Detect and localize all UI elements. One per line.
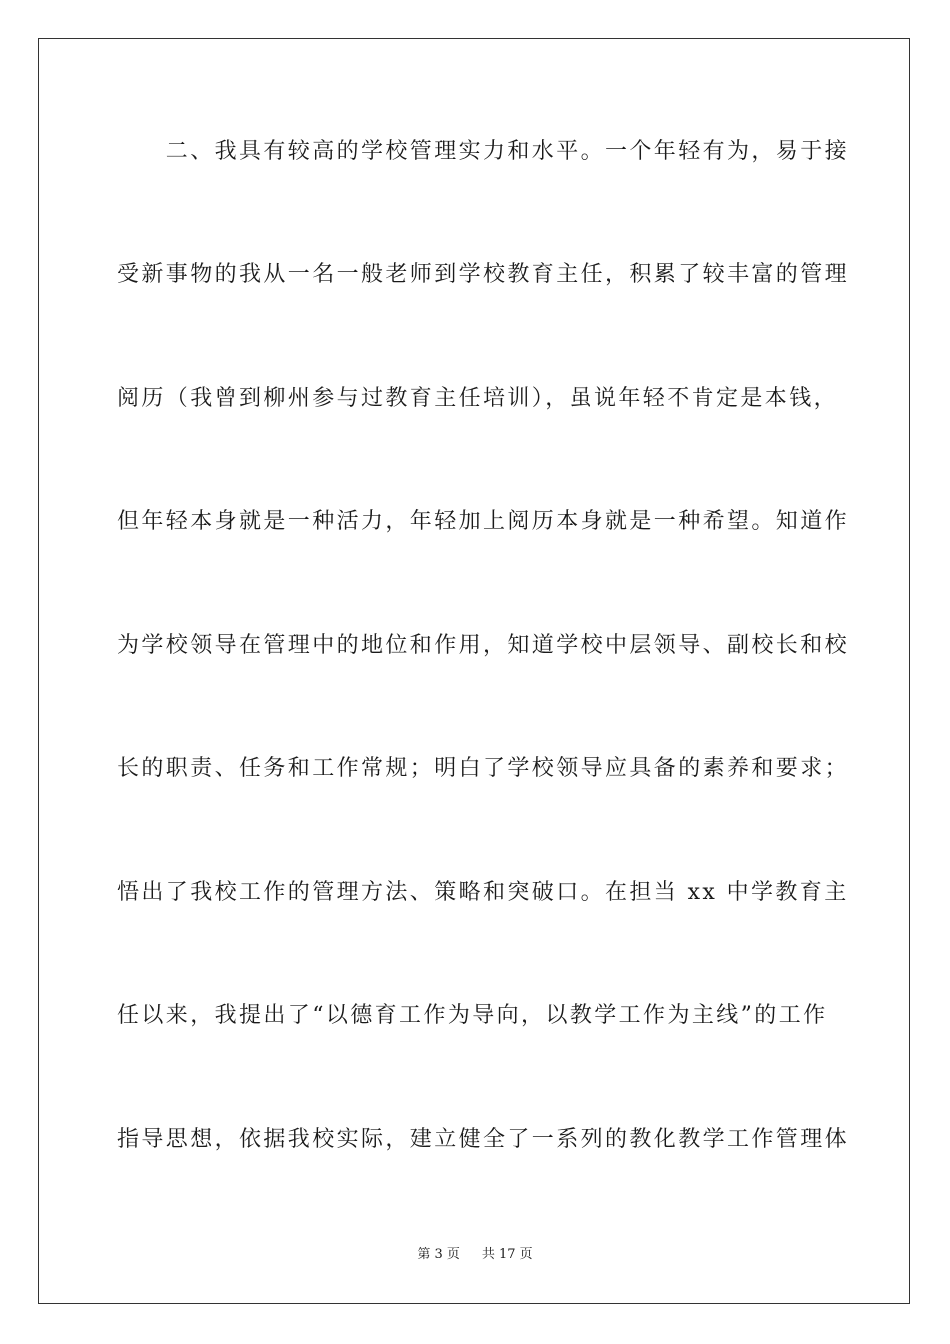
total-page-count: 共 17 页 xyxy=(481,1247,533,1262)
paragraph-line-6: 长的职责、任务和工作常规；明白了学校领导应具备的素养和要求； xyxy=(117,756,850,781)
current-page-number: 第 3 页 xyxy=(417,1247,460,1262)
page-border xyxy=(38,38,910,1304)
paragraph-line-1: 二、我具有较高的学校管理实力和水平。一个年轻有为，易于接 xyxy=(117,139,850,164)
paragraph-line-7: 悟出了我校工作的管理方法、策略和突破口。在担当 xx 中学教育主 xyxy=(117,880,849,905)
paragraph-line-3: 阅历（我曾到柳州参与过教育主任培训），虽说年轻不肯定是本钱， xyxy=(117,386,839,411)
paragraph-line-5: 为学校领导在管理中的地位和作用，知道学校中层领导、副校长和校 xyxy=(117,633,850,658)
paragraph-line-4: 但年轻本身就是一种活力，年轻加上阅历本身就是一种希望。知道作 xyxy=(117,509,850,534)
paragraph-line-2: 受新事物的我从一名一般老师到学校教育主任，积累了较丰富的管理 xyxy=(117,262,850,287)
page-footer xyxy=(0,1247,950,1263)
paragraph-line-9: 指导思想，依据我校实际，建立健全了一系列的教化教学工作管理体 xyxy=(117,1127,850,1152)
paragraph-line-8: 任以来，我提出了“以德育工作为导向，以教学工作为主线”的工作 xyxy=(117,1003,828,1028)
